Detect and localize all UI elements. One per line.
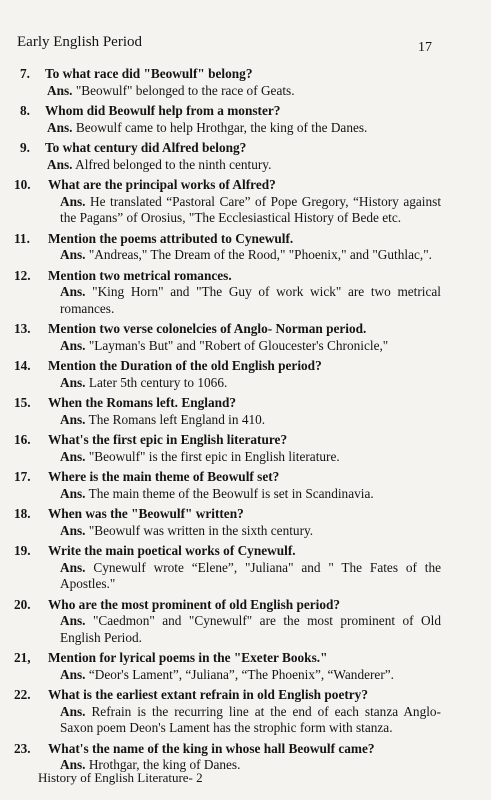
answer-text: Later 5th century to 1066. <box>88 374 228 390</box>
question <box>0 597 491 614</box>
question-number: 8. <box>20 103 30 118</box>
qa-item <box>0 506 491 539</box>
page-number: 17 <box>418 40 432 55</box>
answer <box>0 120 491 137</box>
answer <box>0 157 491 174</box>
answer-label: Ans. <box>60 703 86 719</box>
question-number: 16. <box>14 432 31 447</box>
question-text: Where is the main theme of Beowulf set? <box>48 469 280 484</box>
question <box>0 177 491 194</box>
qa-item <box>0 687 491 737</box>
question <box>0 543 491 560</box>
answer-text: He translated “Pastoral Care” of Pope Gregory, “History against the Pagans” of Orosius, "The Ecclesiastical History of Bede etc. <box>60 193 442 225</box>
question-answer-list <box>0 66 491 778</box>
answer <box>0 247 491 264</box>
question <box>0 358 491 375</box>
answer-text: “Deor's Lament”, “Juliana”, “The Phoenix”, “Wanderer”. <box>88 666 394 682</box>
qa-item <box>0 469 491 502</box>
answer <box>0 194 491 227</box>
qa-item <box>0 321 491 354</box>
question-number: 19. <box>14 543 31 558</box>
qa-item <box>0 140 491 173</box>
answer <box>0 704 491 737</box>
answer-label: Ans. <box>60 522 86 538</box>
question <box>0 432 491 449</box>
qa-item <box>0 543 491 593</box>
question-text: What's the first epic in English literature? <box>48 432 288 447</box>
qa-item <box>0 650 491 683</box>
question-text: What is the earliest extant refrain in old English poetry? <box>48 687 368 702</box>
question <box>0 395 491 412</box>
qa-item <box>0 395 491 428</box>
question <box>0 687 491 704</box>
answer <box>0 284 491 317</box>
question-text: What are the principal works of Alfred? <box>48 177 276 192</box>
question-text: To what race did "Beowulf" belong? <box>45 66 253 81</box>
question <box>0 741 491 758</box>
question <box>0 140 491 157</box>
qa-item <box>0 177 491 227</box>
question-number: 13. <box>14 321 31 336</box>
answer <box>0 667 491 684</box>
answer-text: "Caedmon" and "Cynewulf" are the most prominent of Old English Period. <box>60 613 441 645</box>
question-number: 10. <box>14 177 31 192</box>
answer-label: Ans. <box>60 613 86 628</box>
answer-label: Ans. <box>60 337 86 353</box>
question-text: Mention for lyrical poems in the "Exeter Books." <box>48 650 328 665</box>
answer-text: "King Horn" and "The Guy of work wick" are two metrical romances. <box>60 284 441 316</box>
qa-item <box>0 358 491 391</box>
answer-label: Ans. <box>60 411 86 427</box>
qa-item <box>0 432 491 465</box>
answer <box>0 338 491 355</box>
question-text: When the Romans left. England? <box>48 395 237 410</box>
answer-label: Ans. <box>60 448 86 464</box>
answer <box>0 449 491 466</box>
question-text: Mention the Duration of the old English period? <box>48 358 322 373</box>
answer-text: "Beowulf" is the first epic in English literature. <box>88 448 340 464</box>
question-text: Mention two metrical romances. <box>48 267 232 283</box>
question <box>0 506 491 523</box>
question-number: 23. <box>14 740 31 756</box>
answer-label: Ans. <box>60 666 86 682</box>
question-number: 9. <box>20 140 30 155</box>
question-number: 22. <box>14 687 31 702</box>
question <box>0 66 491 83</box>
question-text: What's the name of the king in whose hall Beowulf came? <box>48 740 375 756</box>
answer-text: Beowulf came to help Hrothgar, the king of the Danes. <box>75 119 368 135</box>
question-text: When was the "Beowulf" written? <box>48 506 244 521</box>
qa-item <box>0 103 491 136</box>
answer-label: Ans. <box>60 559 86 575</box>
answer-label: Ans. <box>60 757 86 772</box>
question-text: Write the main poetical works of Cynewulf. <box>48 543 296 558</box>
answer <box>0 613 491 646</box>
question-text: Mention the poems attributed to Cynewulf. <box>48 230 294 246</box>
question-number: 11. <box>14 230 30 246</box>
question-text: Whom did Beowulf help from a monster? <box>45 103 281 118</box>
question-number: 15. <box>14 395 31 410</box>
qa-item <box>0 231 491 264</box>
answer-label: Ans. <box>47 82 73 98</box>
question-number: 17. <box>14 469 31 484</box>
answer-label: Ans. <box>60 374 86 390</box>
qa-item <box>0 597 491 647</box>
question <box>0 231 491 248</box>
answer-text: "Andreas," The Dream of the Rood," "Phoenix," and "Guthlac,". <box>88 247 432 262</box>
answer-label: Ans. <box>47 156 73 172</box>
answer <box>0 412 491 429</box>
question-text: To what century did Alfred belong? <box>45 140 247 155</box>
answer-text: The main theme of the Beowulf is set in Scandinavia. <box>88 485 374 501</box>
answer-text: "Layman's But" and "Robert of Gloucester's Chronicle," <box>88 337 389 353</box>
question-number: 14. <box>14 358 31 373</box>
answer-text: Cynewulf wrote “Elene”, "Juliana" and " The Fates of the Apostles." <box>60 559 441 591</box>
qa-item <box>0 66 491 99</box>
answer-text: Refrain is the recurring line at the end of each stanza Anglo-Saxon poem Deon's Lament has the strophic form with stanza. <box>60 703 441 735</box>
question-text: Who are the most prominent of old English period? <box>48 596 341 612</box>
answer-label: Ans. <box>47 119 73 135</box>
question-number: 20. <box>14 596 31 612</box>
answer <box>0 375 491 392</box>
answer <box>0 560 491 593</box>
page-footer: History of English Literature- 2 <box>38 770 203 785</box>
answer <box>0 83 491 100</box>
answer-text: "Beowulf" belonged to the race of Geats. <box>75 82 295 98</box>
question-number: 7. <box>20 66 30 81</box>
answer-text: "Beowulf was written in the sixth century. <box>88 522 314 538</box>
question <box>0 103 491 120</box>
question <box>0 650 491 667</box>
answer-label: Ans. <box>60 247 86 262</box>
question <box>0 268 491 285</box>
question <box>0 321 491 338</box>
answer <box>0 486 491 503</box>
qa-item <box>0 268 491 318</box>
answer-text: Hrothgar, the king of Danes. <box>88 757 241 772</box>
answer <box>0 523 491 540</box>
answer-text: Alfred belonged to the ninth century. <box>75 156 272 172</box>
answer-label: Ans. <box>60 284 86 299</box>
question-number: 21, <box>14 650 31 665</box>
answer-text: The Romans left England in 410. <box>88 411 266 427</box>
answer-label: Ans. <box>60 485 86 501</box>
question-number: 18. <box>14 506 31 521</box>
running-header: Early English Period <box>17 34 142 50</box>
question-text: Mention two verse colonelcies of Anglo- Norman period. <box>48 321 367 336</box>
question <box>0 469 491 486</box>
qa-item <box>0 741 491 774</box>
answer-label: Ans. <box>60 193 86 209</box>
question-number: 12. <box>14 267 31 283</box>
